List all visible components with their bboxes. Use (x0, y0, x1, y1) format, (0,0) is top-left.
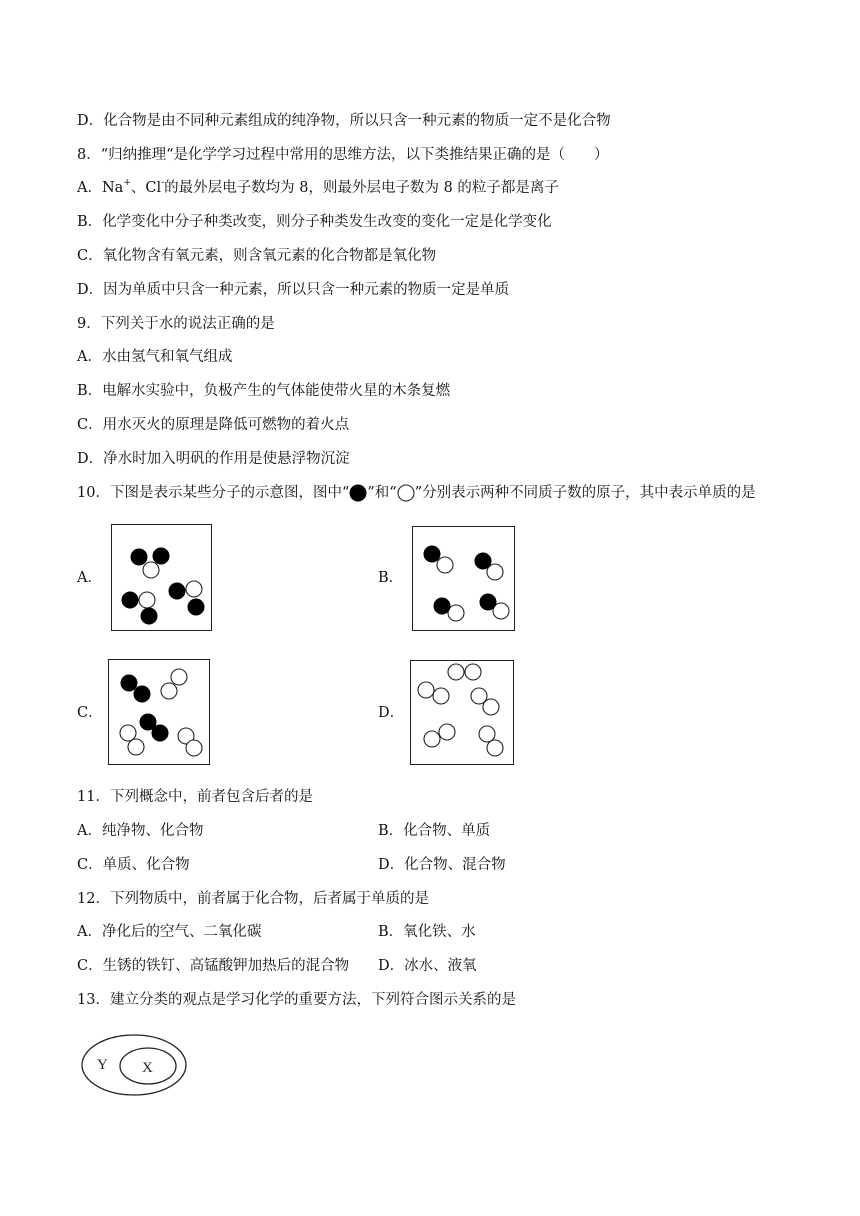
q8-option-a-sup1: + (123, 178, 131, 189)
q10-option-c-diagram (108, 659, 210, 765)
white-atom-icon (397, 484, 415, 502)
q11-option-c: C．单质、化合物 (77, 857, 190, 873)
q12-option-a: A．净化后的空气、二氧化碳 (77, 924, 262, 940)
q10-option-c-label: C． (77, 705, 103, 721)
q8-option-a-post: 的最外层电子数均为 8，则最外层电子数为 8 的粒子都是离子 (164, 180, 559, 196)
q9-option-c: C．用水灭火的原理是降低可燃物的着火点 (77, 417, 350, 433)
q8-option-a-mid: 、Cl (130, 180, 162, 196)
q8-option-a (77, 178, 559, 198)
q12-option-d: D．冰水、液氧 (378, 958, 477, 974)
q11-stem: 11．下列概念中，前者包含后者的是 (77, 789, 313, 805)
q11-option-b: B．化合物、单质 (378, 823, 491, 839)
q10-option-b-diagram (412, 526, 515, 631)
venn-label-x: X (142, 1060, 153, 1076)
molecule-diagram-b (413, 527, 516, 632)
q8-option-b: B．化学变化中分子种类改变，则分子种类发生改变的变化一定是化学变化 (77, 214, 552, 230)
molecule-diagram-c (109, 660, 211, 766)
q9-option-d: D．净水时加入明矾的作用是使悬浮物沉淀 (77, 451, 350, 467)
q8-option-c: C．氧化物含有氧元素，则含氧元素的化合物都是氧化物 (77, 248, 437, 264)
q8-option-a-pre: A．Na (77, 180, 124, 196)
q8-stem: 8．“归纳推理“是化学学习过程中常用的思维方法，以下类推结果正确的是（ ） (77, 147, 609, 163)
q12-stem: 12．下列物质中，前者属于化合物，后者属于单质的是 (77, 891, 429, 907)
venn-diagram (80, 1032, 192, 1098)
molecule-diagram-a (112, 525, 213, 632)
q13-stem: 13．建立分类的观点是学习化学的重要方法，下列符合图示关系的是 (77, 992, 516, 1008)
q9-option-b: B．电解水实验中，负极产生的气体能使带火星的木条复燃 (77, 383, 451, 399)
q10-stem (77, 483, 756, 503)
q10-option-b-label: B． (378, 570, 404, 586)
q10-option-d-diagram (410, 660, 514, 765)
q10-stem-pre: 10．下图是表示某些分子的示意图，图中“ (77, 485, 350, 501)
q10-option-d-label: D． (378, 705, 405, 721)
q9-option-a: A．水由氢气和氧气组成 (77, 349, 233, 365)
q9-stem: 9．下列关于水的说法正确的是 (77, 316, 275, 332)
black-atom-icon (349, 484, 367, 502)
q10-stem-mid: ”和“ (367, 485, 397, 501)
q12-option-c: C．生锈的铁钉、高锰酸钾加热后的混合物 (77, 958, 350, 974)
q10-option-a-label: A． (77, 570, 102, 586)
venn-label-y: Y (97, 1057, 108, 1073)
q8-option-d: D．因为单质中只含一种元素，所以只含一种元素的物质一定是单质 (77, 282, 510, 298)
q10-option-a-diagram (111, 524, 212, 631)
q12-option-b: B．氧化铁、水 (378, 924, 476, 940)
q10-stem-post: ”分别表示两种不同质子数的原子，其中表示单质的是 (414, 485, 756, 501)
q7-option-d: D．化合物是由不同种元素组成的纯净物，所以只含一种元素的物质一定不是化合物 (77, 113, 611, 129)
q11-option-a: A．纯净物、化合物 (77, 823, 204, 839)
molecule-diagram-d (411, 661, 515, 766)
q8-option-a-sup2: - (161, 178, 165, 189)
q11-option-d: D．化合物、混合物 (378, 857, 506, 873)
